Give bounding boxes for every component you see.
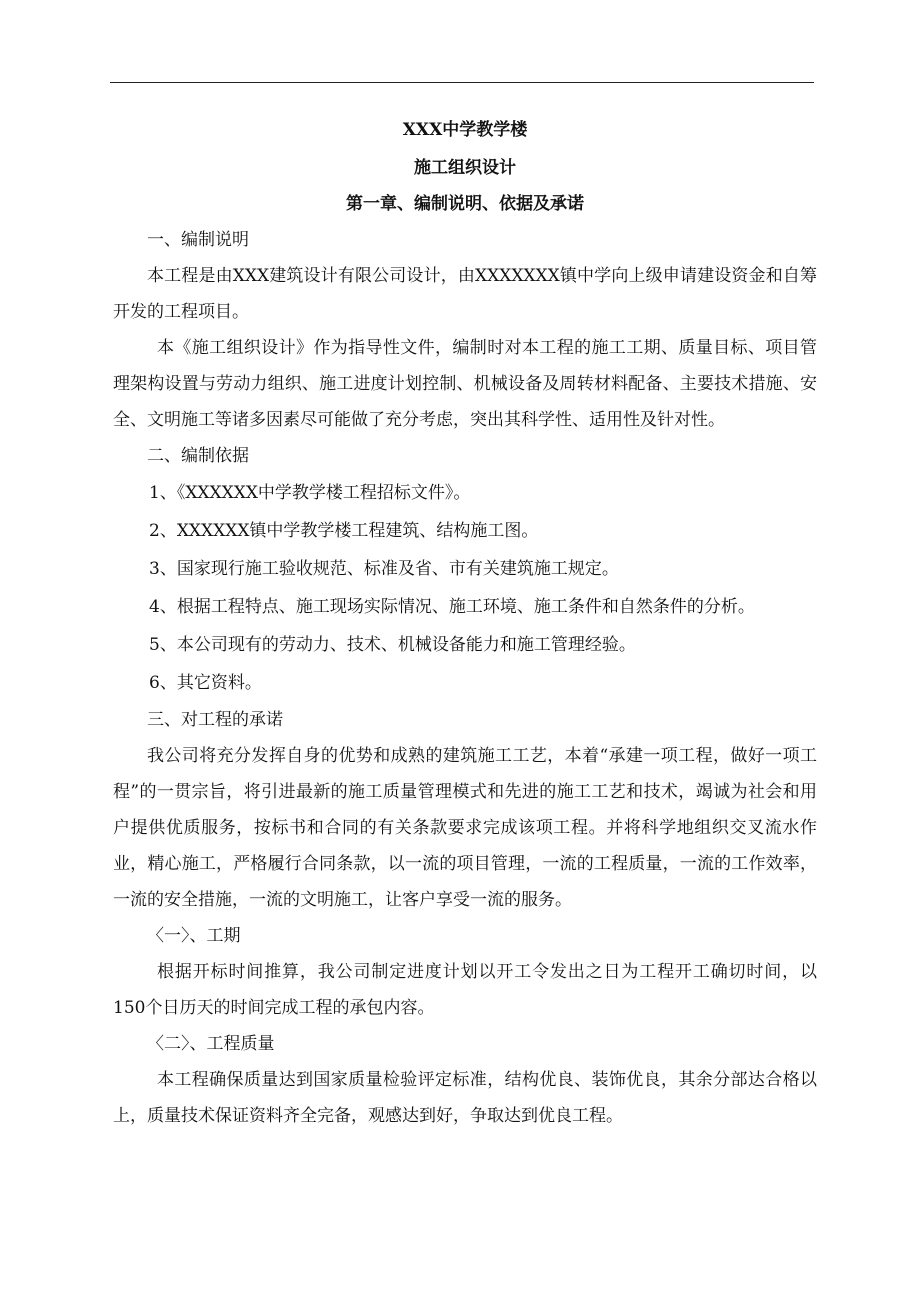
paragraph: 本工程确保质量达到国家质量检验评定标准，结构优良、装饰优良，其余分部达合格以上，质量技术保证资料齐全完备，观感达到好，争取达到优良工程。 xyxy=(113,1070,817,1126)
paragraph: 我公司将充分发挥自身的优势和成熟的建筑施工工艺，本着“承建一项工程，做好一项工程”的一贯宗旨，将引进最新的施工质量管理模式和先进的施工工艺和技术，竭诚为社会和用户提供优质服务，按标书和合同的有关条款要求完成该项工程。并将科学地组织交叉流水作业，精心施工，严格履行合同条款，以一流的项目管理，一流的工程质量，一流的工作效率，一流的安全措施，一流的文明施工，让客户享受一流的服务。 xyxy=(113,746,817,910)
list-item: 3、国家现行施工验收规范、标准及省、市有关建筑施工规定。 xyxy=(149,559,619,579)
header-rule xyxy=(110,82,814,83)
list-item: 1、《XXXXXX中学教学楼工程招标文件》。 xyxy=(149,483,471,503)
paragraph: 本《施工组织设计》作为指导性文件，编制时对本工程的施工工期、质量目标、项目管理架构设置与劳动力组织、施工进度计划控制、机械设备及周转材料配备、主要技术措施、安全、文明施工等诸多因素尽可能做了充分考虑，突出其科学性、适用性及针对性。 xyxy=(113,338,817,430)
list-item: 2、XXXXXX镇中学教学楼工程建筑、结构施工图。 xyxy=(149,521,539,541)
section-heading-commitment: 三、对工程的承诺 xyxy=(147,710,283,730)
document-body xyxy=(113,110,817,1134)
subsection-heading-quality: 〈二〉、工程质量 xyxy=(147,1034,275,1054)
document-subtitle: 施工组织设计 xyxy=(414,158,516,178)
paragraph: 根据开标时间推算，我公司制定进度计划以开工令发出之日为工程开工确切时间，以150个日历天的时间完成工程的承包内容。 xyxy=(113,962,817,1018)
section-heading-compilation-notes: 一、编制说明 xyxy=(147,230,249,250)
chapter-title: 第一章、编制说明、依据及承诺 xyxy=(346,194,584,214)
document-title: XXX中学教学楼 xyxy=(402,120,528,140)
subsection-heading-duration: 〈一〉、工期 xyxy=(147,926,241,946)
list-item: 5、本公司现有的劳动力、技术、机械设备能力和施工管理经验。 xyxy=(149,635,636,655)
list-item: 4、根据工程特点、施工现场实际情况、施工环境、施工条件和自然条件的分析。 xyxy=(149,597,755,617)
paragraph: 本工程是由XXX建筑设计有限公司设计，由XXXXXXX镇中学向上级申请建设资金和自筹开发的工程项目。 xyxy=(113,266,817,322)
section-heading-compilation-basis: 二、编制依据 xyxy=(147,446,249,466)
list-item: 6、其它资料。 xyxy=(149,673,262,693)
